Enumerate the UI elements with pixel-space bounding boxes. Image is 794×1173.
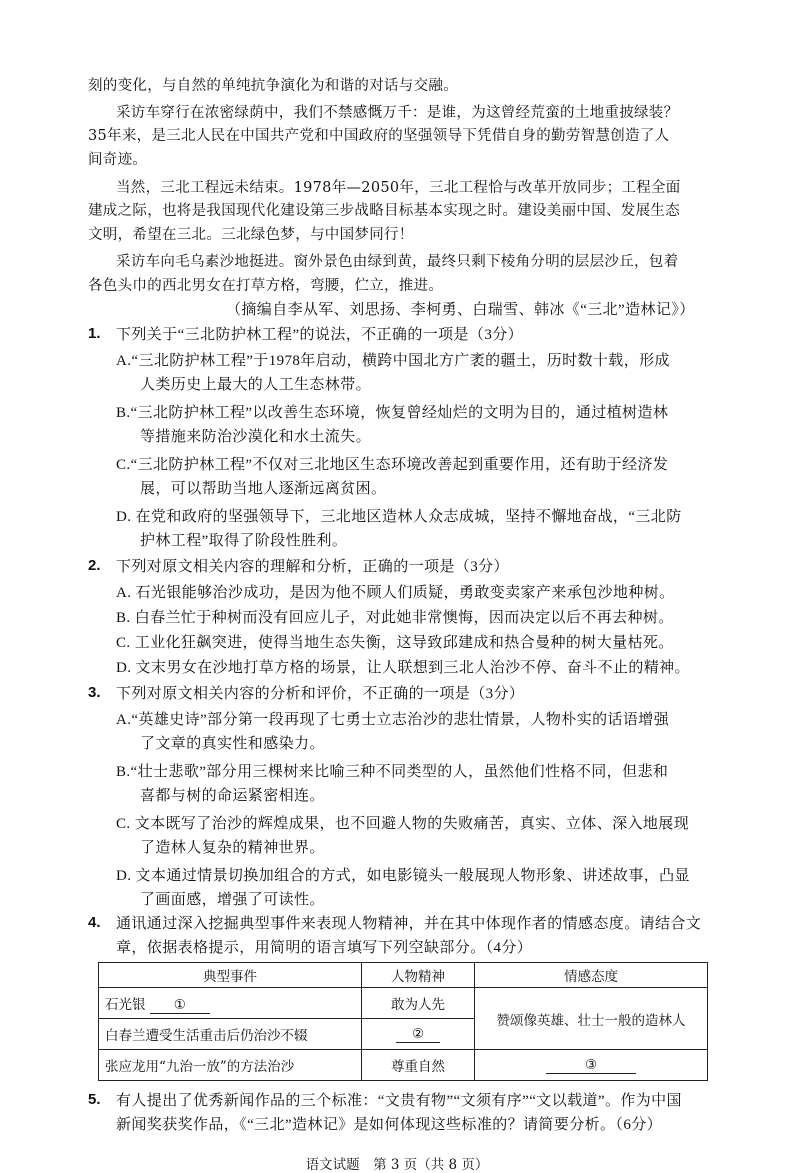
passage-line-3: 35年来，是三北人民在中国共产党和中国政府的坚强领导下凭借自身的勤劳智慧创造了人 <box>88 128 670 144</box>
event-1-text: 石光银 <box>105 996 146 1013</box>
table-cell-event-3: 张应龙用“九治一放”的方法治沙 <box>99 1050 362 1081</box>
q4-number: 4. <box>88 914 101 931</box>
passage-line-4: 间奇迹。 <box>88 152 148 168</box>
passage-line-2: 采访车穿行在浓密绿荫中，我们不禁感慨万千：是谁，为这曾经荒蛮的土地重披绿装？ <box>116 105 679 121</box>
blank-1[interactable]: ① <box>150 997 210 1014</box>
q1-option-c-1[interactable]: C.“三北防护林工程”不仅对三北地区生态环境改善起到重要作用，还有助于经济发 <box>116 457 669 473</box>
page-footer: 语文试题 第 3 页（共 8 页） <box>305 1157 489 1173</box>
q5-stem-1: 有人提出了优秀新闻作品的三个标准：“文贵有物”“文须有序”“文以载道”。作为中国 <box>116 1093 682 1109</box>
q4-table <box>98 962 708 1081</box>
q3-number: 3. <box>88 684 101 701</box>
blank-2[interactable]: ② <box>396 1026 440 1043</box>
q3-option-a-2: 了文章的真实性和感染力。 <box>140 736 325 752</box>
table-row <box>99 988 708 1019</box>
q2-number: 2. <box>88 557 101 574</box>
q1-option-a-1[interactable]: A.“三北防护林工程”于1978年启动，横跨中国北方广袤的疆土，历时数十载，形成 <box>116 353 670 369</box>
table-cell-spirit-2 <box>362 1019 475 1050</box>
passage-line-5: 当然，三北工程远未结束。1978年—2050年，三北工程恰与改革开放同步；工程全面 <box>116 180 681 196</box>
table-cell-attitude-3 <box>475 1050 708 1081</box>
blank-3[interactable]: ③ <box>546 1057 636 1074</box>
q1-option-b-2: 等措施来防治沙漠化和水土流失。 <box>140 429 372 445</box>
q3-option-b-1[interactable]: B.“壮士悲歌”部分用三棵树来比喻三种不同类型的人，虽然他们性格不同，但悲和 <box>116 764 669 780</box>
q5-stem-2: 新闻奖获奖作品，《“三北”造林记》是如何体现这些标准的？请简要分析。（6分） <box>116 1117 663 1133</box>
table-cell-spirit-3: 尊重自然 <box>362 1050 475 1081</box>
passage-line-6: 建成之际，也将是我国现代化建设第三步战略目标基本实现之时。建设美丽中国、发展生态 <box>88 203 680 219</box>
q3-option-b-2: 喜都与树的命运紧密相连。 <box>140 788 325 804</box>
passage-line-9: 各色头巾的西北男女在打草方格，弯腰，伫立，推进。 <box>88 278 444 294</box>
passage-source: （摘编自李从军、刘思扬、李柯勇、白瑞雪、韩冰《“三北”造林记》） <box>226 302 695 318</box>
q3-option-a-1[interactable]: A.“英雄史诗”部分第一段再现了七勇士立志治沙的悲壮情景，人物朴实的话语增强 <box>116 712 670 728</box>
table-header-attitude: 情感态度 <box>475 963 708 988</box>
q4-stem-1: 通讯通过深入挖掘典型事件来表现人物精神，并在其中体现作者的情感态度。请结合文 <box>116 916 702 932</box>
q2-option-b[interactable]: B. 白春兰忙于种树而没有回应儿子，对此她非常懊悔，因而决定以后不再去种树。 <box>116 610 674 626</box>
q1-option-d-1[interactable]: D. 在党和政府的坚强领导下，三北地区造林人众志成城，坚持不懈地奋战，“三北防 <box>116 509 682 525</box>
q1-option-a-2: 人类历史上最大的人工生态林带。 <box>140 377 372 393</box>
q2-stem: 下列对原文相关内容的理解和分析，正确的一项是（3分） <box>116 559 509 575</box>
passage-line-1: 刻的变化，与自然的单纯抗争演化为和谐的对话与交融。 <box>88 78 458 94</box>
passage-line-8: 采访车向毛乌素沙地挺进。窗外景色由绿到黄，最终只剩下棱角分明的层层沙丘，包着 <box>116 254 679 270</box>
table-cell-event-1 <box>99 988 362 1019</box>
q3-option-d-2: 了画面感，增强了可读性。 <box>140 892 325 908</box>
q1-option-b-1[interactable]: B.“三北防护林工程”以改善生态环境，恢复曾经灿烂的文明为目的，通过植树造林 <box>116 405 669 421</box>
table-cell-spirit-1: 敢为人先 <box>362 988 475 1019</box>
q1-option-d-2: 护林工程”取得了阶段性胜利。 <box>140 533 348 549</box>
passage-line-7: 文明，希望在三北。三北绿色梦，与中国梦同行！ <box>88 227 414 243</box>
table-cell-attitude-merged: 赞颂像英雄、壮士一般的造林人 <box>475 988 708 1050</box>
q1-option-c-2: 展，可以帮助当地人逐渐远离贫困。 <box>140 481 387 497</box>
table-cell-event-2: 白春兰遭受生活重击后仍治沙不辍 <box>99 1019 362 1050</box>
q3-option-d-1[interactable]: D. 文本通过情景切换加组合的方式，如电影镜头一般展现人物形象、讲述故事，凸显 <box>116 868 690 884</box>
q1-stem: 下列关于“三北防护林工程”的说法，不正确的一项是（3分） <box>116 327 524 343</box>
table-header-event: 典型事件 <box>99 963 362 988</box>
q2-option-a[interactable]: A. 石光银能够治沙成功，是因为他不顾人们质疑，勇敢变卖家产来承包沙地种树。 <box>116 585 675 601</box>
table-header-spirit: 人物精神 <box>362 963 475 988</box>
q1-number: 1. <box>88 325 101 342</box>
q3-option-c-1[interactable]: C. 文本既写了治沙的辉煌成果，也不回避人物的失败痛苦，真实、立体、深入地展现 <box>116 816 690 832</box>
q2-option-d[interactable]: D. 文末男女在沙地打草方格的场景，让人联想到三北人治沙不停、奋斗不止的精神。 <box>116 660 690 676</box>
q3-stem: 下列对原文相关内容的分析和评价，不正确的一项是（3分） <box>116 686 525 702</box>
q3-option-c-2: 了造林人复杂的精神世界。 <box>140 840 325 856</box>
q4-stem-2: 章，依据表格提示，用简明的语言填写下列空缺部分。（4分） <box>116 940 533 956</box>
table-row <box>99 1050 708 1081</box>
q5-number: 5. <box>88 1091 101 1108</box>
q2-option-c[interactable]: C. 工业化狂飙突进，使得当地生态失衡，这导致邱建成和热合曼种的树大量枯死。 <box>116 635 674 651</box>
